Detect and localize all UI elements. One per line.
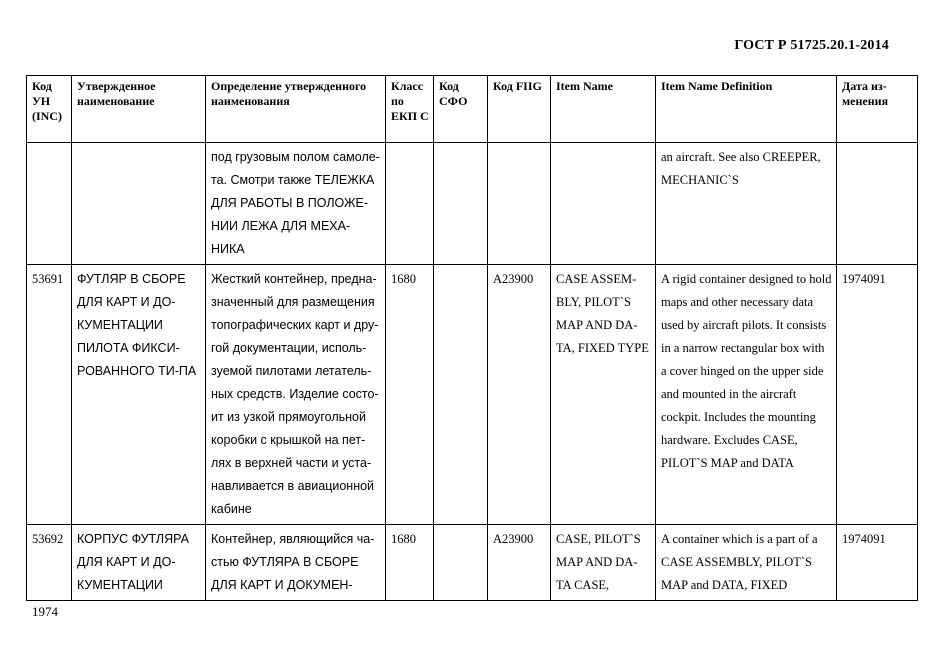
cell-definition: под грузовым полом самоле-та. Смотри также ТЕЛЕЖКА ДЛЯ РАБОТЫ В ПОЛОЖЕ-НИИ ЛЕЖА ДЛЯ МЕХА-НИКА (206, 143, 386, 265)
cell-sfo (434, 143, 488, 265)
col-header-fiig: Код FIIG (488, 76, 551, 143)
cell-inc (27, 143, 72, 265)
cell-fiig (488, 143, 551, 265)
col-header-inc: Код УН (INC) (27, 76, 72, 143)
cell-inc: 53691 (27, 265, 72, 525)
cell-class: 1680 (386, 265, 434, 525)
cell-definition: Жесткий контейнер, предна-значенный для размещения топографических карт и дру-гой документации, исполь-зуемой пилотами летатель-ных средств. Изделие состо-ит из узкой прямоугольной коробки с крышкой на пет-лях в верхней части и уста-навливается в авиационной кабине (206, 265, 386, 525)
col-header-class: Класс по ЕКП С (386, 76, 434, 143)
cell-item-name-definition: an aircraft. See also CREEPER, MECHANIC`S (656, 143, 837, 265)
table-row (27, 525, 918, 601)
cell-change-date: 1974091 (837, 525, 918, 601)
col-header-sfo: Код СФО (434, 76, 488, 143)
cell-item-name: CASE ASSEM-BLY, PILOT`S MAP AND DA-TA, FIXED TYPE (551, 265, 656, 525)
cell-approved-name (72, 143, 206, 265)
col-header-definition: Определение утвержденного наименования (206, 76, 386, 143)
cell-change-date: 1974091 (837, 265, 918, 525)
cell-change-date (837, 143, 918, 265)
cell-item-name-definition: A container which is a part of a CASE ASSEMBLY, PILOT`S MAP and DATA, FIXED (656, 525, 837, 601)
nomenclature-table (26, 75, 918, 601)
standard-code-header: ГОСТ Р 51725.20.1-2014 (734, 38, 889, 53)
cell-approved-name: КОРПУС ФУТЛЯРА ДЛЯ КАРТ И ДО-КУМЕНТАЦИИ (72, 525, 206, 601)
cell-class (386, 143, 434, 265)
cell-item-name: CASE, PILOT`S MAP AND DA-TA CASE, (551, 525, 656, 601)
cell-definition: Контейнер, являющийся ча-стью ФУТЛЯРА В СБОРЕ ДЛЯ КАРТ И ДОКУМЕН- (206, 525, 386, 601)
cell-item-name-definition: A rigid container designed to hold maps and other necessary data used by aircraft pilots. It consists in a narrow rectangular box with a cover hinged on the upper side and mounted in the aircraft cockpit. Includes the mounting hardware. Excludes CASE, PILOT`S MAP and DATA (656, 265, 837, 525)
table-row (27, 265, 918, 525)
cell-item-name (551, 143, 656, 265)
col-header-item-name-definition: Item Name Definition (656, 76, 837, 143)
cell-approved-name: ФУТЛЯР В СБОРЕ ДЛЯ КАРТ И ДО-КУМЕНТАЦИИ ПИЛОТА ФИКСИ-РОВАННОГО ТИ-ПА (72, 265, 206, 525)
table-row (27, 143, 918, 265)
cell-fiig: A23900 (488, 525, 551, 601)
cell-sfo (434, 265, 488, 525)
cell-inc: 53692 (27, 525, 72, 601)
cell-fiig: A23900 (488, 265, 551, 525)
cell-sfo (434, 525, 488, 601)
page-number: 1974 (32, 604, 58, 619)
col-header-approved-name: Утвержденное наименование (72, 76, 206, 143)
col-header-item-name: Item Name (551, 76, 656, 143)
table-header-row (27, 76, 918, 143)
col-header-change-date: Дата из-менения (837, 76, 918, 143)
cell-class: 1680 (386, 525, 434, 601)
